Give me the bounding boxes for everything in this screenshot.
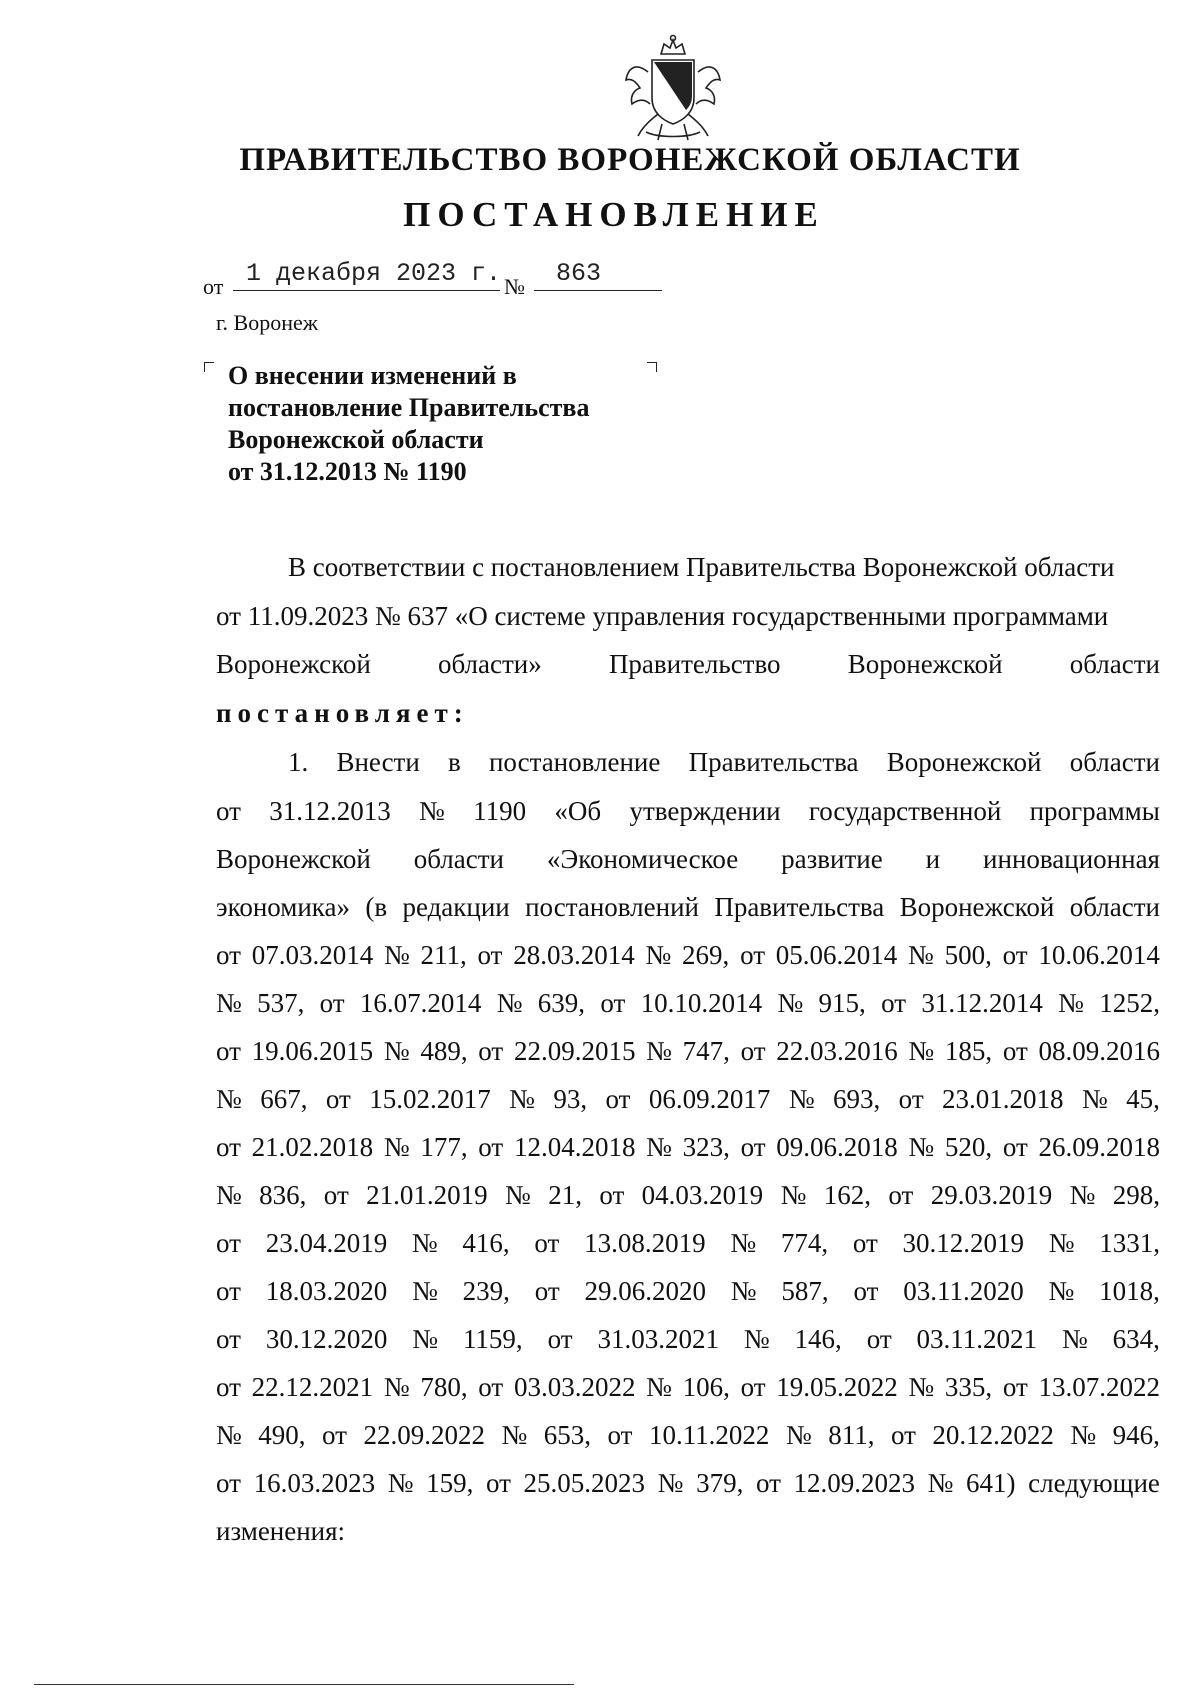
word: 946,	[1112, 1420, 1160, 1450]
word: №	[1069, 1180, 1096, 1210]
organization-name: ПРАВИТЕЛЬСТВО ВОРОНЕЖСКОЙ ОБЛАСТИ	[239, 142, 1021, 178]
word: 653,	[543, 1420, 591, 1450]
body-line-justified	[216, 1035, 1160, 1067]
word: 15.02.2017	[369, 1084, 491, 1114]
word: №	[743, 1324, 770, 1354]
word: области	[413, 844, 504, 874]
body-line-justified	[216, 1227, 1160, 1259]
word: №	[646, 1036, 672, 1066]
word: от	[600, 988, 626, 1018]
word: №	[730, 1276, 757, 1306]
number-underline	[534, 290, 662, 291]
word: 31.12.2014	[921, 988, 1043, 1018]
word: 774,	[780, 1228, 829, 1258]
word: Правительство	[608, 649, 781, 679]
word: 10.06.2014	[1038, 940, 1160, 970]
word: 537,	[257, 988, 305, 1018]
word: редакции	[402, 892, 510, 922]
word: 13.08.2019	[584, 1228, 706, 1258]
word: 162,	[823, 1180, 871, 1210]
word: и	[925, 844, 941, 874]
word: от	[477, 940, 503, 970]
word: №	[645, 940, 672, 970]
word: экономика»	[216, 892, 350, 922]
title-bracket-right	[647, 362, 657, 372]
word: 269,	[682, 940, 730, 970]
word: от	[755, 1468, 781, 1498]
word: от	[216, 1276, 241, 1306]
word: постановление	[488, 747, 661, 777]
word: от	[216, 1324, 241, 1354]
word: №	[501, 1420, 528, 1450]
word: 45,	[1126, 1084, 1160, 1114]
word: 20.12.2022	[932, 1420, 1054, 1450]
word: от	[740, 940, 766, 970]
document-type: ПОСТАНОВЛЕНИЕ	[403, 195, 825, 234]
word: №	[509, 1084, 535, 1114]
word: 520,	[944, 1132, 993, 1162]
word: №	[646, 1132, 672, 1162]
word: №	[412, 1276, 438, 1306]
word: от	[216, 1372, 241, 1402]
word: от	[216, 796, 241, 826]
document-number: 863	[556, 259, 602, 288]
word: утверждении	[629, 796, 781, 826]
title-line: Воронежской области	[228, 425, 484, 454]
word: от	[1002, 940, 1028, 970]
word: №	[1048, 1228, 1075, 1258]
word: 1252,	[1099, 988, 1160, 1018]
word: №	[411, 1228, 438, 1258]
word: от	[853, 1276, 879, 1306]
word: №	[496, 988, 523, 1018]
word: №	[657, 1468, 684, 1498]
word: №	[780, 1180, 807, 1210]
word: 335,	[944, 1372, 993, 1402]
word: 19.06.2015	[251, 1036, 374, 1066]
word: 22.09.2022	[363, 1420, 485, 1450]
word: №	[927, 1468, 954, 1498]
word: №	[216, 1180, 242, 1210]
word: 25.05.2023	[523, 1468, 646, 1498]
number-sign: №	[504, 274, 525, 299]
word: от	[323, 1180, 349, 1210]
title-bracket-left	[204, 362, 214, 372]
word: 09.06.2018	[776, 1132, 898, 1162]
word: 93,	[553, 1084, 588, 1114]
word: Воронежской	[216, 649, 371, 679]
word: №	[216, 1420, 242, 1450]
word: №	[1048, 1276, 1075, 1306]
word: 03.11.2020	[903, 1276, 1024, 1306]
word: от	[216, 940, 241, 970]
word: №	[1058, 988, 1084, 1018]
word: от	[216, 1468, 241, 1498]
word: 04.03.2019	[641, 1180, 764, 1210]
word: Внести	[336, 747, 420, 777]
word: №	[646, 1372, 672, 1402]
word: 28.03.2014	[513, 940, 635, 970]
word: от	[1002, 1036, 1028, 1066]
word: 239,	[462, 1276, 510, 1306]
word: области	[1069, 747, 1160, 777]
body-line: изменения:	[216, 1516, 346, 1546]
word: 489,	[420, 1036, 468, 1066]
word: №	[908, 940, 934, 970]
word: №	[419, 796, 445, 826]
word: от	[607, 1420, 633, 1450]
word: №	[730, 1228, 757, 1258]
body-line-justified	[216, 648, 1160, 680]
word: от	[740, 1036, 766, 1066]
body-line-justified	[216, 1371, 1160, 1403]
word: 12.09.2023	[793, 1468, 916, 1498]
word: области	[1069, 649, 1160, 679]
word: от	[325, 1084, 351, 1114]
word: «Экономическое	[546, 844, 739, 874]
word: 08.09.2016	[1038, 1036, 1160, 1066]
body-line: В соответствии с постановлением Правительства Воронежской области	[288, 552, 1115, 582]
word: постановлений	[525, 892, 699, 922]
word: развитие	[781, 844, 883, 874]
word: 1331,	[1099, 1228, 1160, 1258]
body-line-justified	[288, 746, 1160, 778]
word: от	[599, 1180, 625, 1210]
word: №	[785, 1420, 812, 1450]
word: от	[478, 1036, 504, 1066]
word: №	[216, 988, 242, 1018]
body-line-justified	[216, 1131, 1160, 1163]
word: 21.01.2019	[366, 1180, 488, 1210]
word: №	[505, 1180, 531, 1210]
word: 07.03.2014	[251, 940, 374, 970]
word: 1159,	[462, 1324, 523, 1354]
body-line-justified	[216, 1083, 1160, 1115]
word: Правительства	[688, 747, 859, 777]
word: 490,	[258, 1420, 306, 1450]
word: от	[216, 1228, 241, 1258]
word: от	[852, 1228, 878, 1258]
body-line-justified	[216, 1275, 1160, 1307]
word: №	[383, 1132, 410, 1162]
word: 26.09.2018	[1038, 1132, 1160, 1162]
word: 298,	[1112, 1180, 1160, 1210]
word: от	[322, 1420, 347, 1450]
word: 23.01.2018	[942, 1084, 1064, 1114]
word: 915,	[818, 988, 866, 1018]
word: от	[1002, 1132, 1028, 1162]
date-prefix: от	[203, 274, 224, 299]
word: 30.12.2019	[902, 1228, 1024, 1258]
word: от	[485, 1468, 511, 1498]
word: 667,	[260, 1084, 308, 1114]
word: 18.03.2020	[265, 1276, 388, 1306]
word: от	[534, 1276, 560, 1306]
word: №	[216, 1084, 242, 1114]
word: 500,	[944, 940, 992, 970]
date-underline	[233, 290, 500, 291]
word: (в	[365, 892, 388, 922]
word: №	[788, 1084, 815, 1114]
word: 1190	[473, 796, 527, 826]
word: 22.09.2015	[513, 1036, 636, 1066]
word: 21,	[548, 1180, 582, 1210]
word: 379,	[696, 1468, 744, 1498]
word: 16.07.2014	[359, 988, 482, 1018]
word: 22.03.2016	[776, 1036, 898, 1066]
word: 811,	[828, 1420, 875, 1450]
word: 639,	[537, 988, 586, 1018]
word: от	[740, 1372, 766, 1402]
word: 587,	[781, 1276, 829, 1306]
word: Воронежской	[886, 747, 1042, 777]
word: от	[888, 1180, 914, 1210]
word: 185,	[944, 1036, 993, 1066]
word: Правительства	[714, 892, 885, 922]
word: 16.03.2023	[253, 1468, 376, 1498]
word: от	[478, 1132, 504, 1162]
word: области	[1069, 892, 1160, 922]
word: 159,	[426, 1468, 474, 1498]
body-line-justified	[216, 891, 1160, 923]
word: от	[216, 1132, 241, 1162]
body-line: от 11.09.2023 № 637 «О системе управления государственными программами	[216, 601, 1109, 631]
word: 106,	[682, 1372, 730, 1402]
word: 1.	[288, 747, 309, 777]
word: от	[216, 1036, 241, 1066]
coat-of-arms-emblem	[618, 32, 728, 144]
word: в	[448, 747, 461, 777]
word: от	[605, 1084, 631, 1114]
body-line-justified	[216, 1323, 1160, 1355]
title-line: О внесении изменений в	[228, 361, 517, 390]
word: 03.03.2022	[513, 1372, 636, 1402]
word: 31.03.2021	[597, 1324, 719, 1354]
word: 29.03.2019	[930, 1180, 1053, 1210]
word: от	[866, 1324, 892, 1354]
word: Воронежской	[847, 649, 1003, 679]
resolves-word: постановляет:	[216, 698, 469, 728]
word: №	[1081, 1084, 1108, 1114]
word: области»	[437, 649, 542, 679]
word: 23.04.2019	[265, 1228, 388, 1258]
word: №	[908, 1372, 935, 1402]
word: №	[387, 1468, 414, 1498]
word: 03.11.2021	[916, 1324, 1038, 1354]
body-line-justified	[216, 1179, 1160, 1211]
word: Воронежской	[899, 892, 1055, 922]
word: 10.11.2022	[648, 1420, 770, 1450]
word: от	[1002, 1372, 1028, 1402]
word: 177,	[420, 1132, 468, 1162]
title-line: от 31.12.2013 № 1190	[228, 457, 467, 486]
word: 13.07.2022	[1038, 1372, 1160, 1402]
word: 146,	[794, 1324, 842, 1354]
word: 693,	[833, 1084, 881, 1114]
city-name: г. Воронеж	[216, 310, 318, 335]
body-line-justified	[216, 795, 1160, 827]
body-line-justified	[216, 987, 1160, 1019]
footer-rule	[34, 1684, 574, 1685]
word: от	[547, 1324, 573, 1354]
word: от	[881, 988, 907, 1018]
word: инновационная	[983, 844, 1160, 874]
word: 30.12.2020	[265, 1324, 388, 1354]
word: 416,	[462, 1228, 510, 1258]
word: №	[383, 1036, 410, 1066]
word: 10.10.2014	[640, 988, 763, 1018]
word: 641)	[966, 1468, 1016, 1498]
word: от	[740, 1132, 766, 1162]
word: №	[908, 1132, 935, 1162]
word: 323,	[682, 1132, 730, 1162]
title-line: постановление Правительства	[228, 393, 590, 422]
word: 21.02.2018	[251, 1132, 374, 1162]
word: «Об	[554, 796, 602, 826]
word: 836,	[259, 1180, 307, 1210]
word: 747,	[682, 1036, 730, 1066]
word: 29.06.2020	[584, 1276, 706, 1306]
word: №	[908, 1036, 935, 1066]
word: от	[478, 1372, 504, 1402]
word: программы	[1029, 796, 1160, 826]
word: 12.04.2018	[513, 1132, 636, 1162]
word: Воронежской	[216, 844, 371, 874]
body-line-justified	[216, 843, 1160, 875]
word: 211,	[420, 940, 467, 970]
document-date: 1 декабря 2023 г.	[246, 259, 502, 288]
word: 06.09.2017	[648, 1084, 771, 1114]
body-line-justified	[216, 1467, 1160, 1499]
word: 05.06.2014	[775, 940, 898, 970]
word: от	[898, 1084, 924, 1114]
word: от	[319, 988, 345, 1018]
word: 31.12.2013	[269, 796, 391, 826]
word: 19.05.2022	[776, 1372, 898, 1402]
word: №	[777, 988, 804, 1018]
word: государственной	[808, 796, 1002, 826]
word: 22.12.2021	[251, 1372, 374, 1402]
word: №	[412, 1324, 439, 1354]
word: от	[890, 1420, 916, 1450]
word: №	[1061, 1324, 1088, 1354]
body-line-justified	[216, 939, 1160, 971]
word: 780,	[420, 1372, 468, 1402]
word: №	[383, 1372, 410, 1402]
word: следующие	[1028, 1468, 1160, 1498]
word: №	[383, 940, 410, 970]
word: 634,	[1112, 1324, 1160, 1354]
word: №	[1070, 1420, 1097, 1450]
body-line-justified	[216, 1419, 1160, 1451]
word: от	[534, 1228, 560, 1258]
word: 1018,	[1099, 1276, 1160, 1306]
